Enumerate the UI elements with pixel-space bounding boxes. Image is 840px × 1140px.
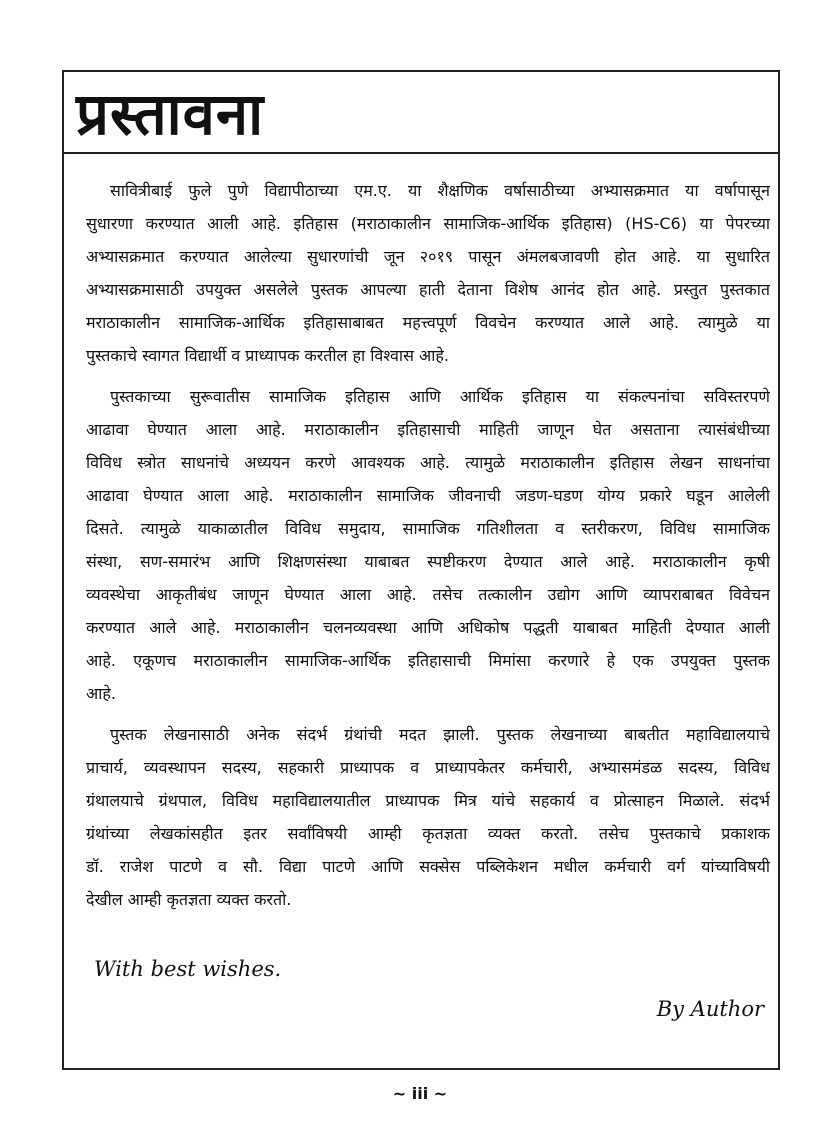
text-line: आहे. एकूणच मराठाकालीन सामाजिक-आर्थिक इतिहासाची मिमांसा करणारे हे एक उपयुक्त पुस्तक bbox=[86, 651, 770, 670]
text-line: अभ्यासक्रमात करण्यात आलेल्या सुधारणांची जून २०१९ पासून अंमलबजावणी होत आहे. या सुधारित bbox=[86, 247, 770, 266]
text-line: पुस्तकाच्या सुरूवातीस सामाजिक इतिहास आणि आर्थिक इतिहास या संकल्पनांचा सविस्तरपणे bbox=[110, 387, 770, 406]
closing-text: With best wishes. bbox=[94, 957, 282, 981]
text-line: प्राचार्य, व्यवस्थापन सदस्य, सहकारी प्राध्यापक व प्राध्यापकेतर कर्मचारी, अभ्यासमंडळ सदस्य, विविध bbox=[86, 758, 770, 777]
text-line: आहे. bbox=[86, 684, 116, 703]
text-line: पुस्तकाचे स्वागत विद्यार्थी व प्राध्यापक करतील हा विश्वास आहे. bbox=[86, 346, 449, 365]
text-line: सुधारणा करण्यात आली आहे. इतिहास (मराठाकालीन सामाजिक-आर्थिक इतिहास) (HS-C6) या पेपरच्या bbox=[86, 214, 770, 233]
text-line: ग्रंथालयाचे ग्रंथपाल, विविध महाविद्यालयातील प्राध्यापक मित्र यांचे सहकार्य व प्रोत्साहन मिळाले. संदर्भ bbox=[86, 791, 770, 810]
text-line: मराठाकालीन सामाजिक-आर्थिक इतिहासाबाबत महत्त्वपूर्ण विवचेन करण्यात आले आहे. त्यामुळे या bbox=[86, 313, 770, 332]
signature: By Author bbox=[656, 997, 764, 1021]
text-line: डॉ. राजेश पाटणे व सौ. विद्या पाटणे आणि सक्सेस पब्लिकेशन मधील कर्मचारी वर्ग यांच्याविषयी bbox=[86, 857, 770, 876]
text-line: आढावा घेण्यात आला आहे. मराठाकालीन सामाजिक जीवनाची जडण-घडण योग्य प्रकारे घडून आलेली bbox=[86, 486, 770, 505]
text-line: करण्यात आले आहे. मराठाकालीन चलनव्यवस्था आणि अधिकोष पद्धती याबाबत माहिती देण्यात आली bbox=[86, 618, 770, 637]
text-line: विविध स्त्रोत साधनांचे अध्ययन करणे आवश्यक आहे. त्यामुळे मराठाकालीन इतिहास लेखन साधनांचा bbox=[86, 453, 770, 472]
paragraph bbox=[86, 380, 770, 710]
page-title: प्रस्तावना bbox=[76, 80, 265, 148]
text-line: दिसते. त्यामुळे याकाळातील विविध समुदाय, सामाजिक गतिशीलता व स्तरीकरण, विविध सामाजिक bbox=[86, 519, 770, 538]
title-divider bbox=[64, 152, 778, 154]
text-line: देखील आम्ही कृतज्ञता व्यक्त करतो. bbox=[86, 890, 292, 909]
paragraph bbox=[86, 174, 770, 372]
page-number: ~ iii ~ bbox=[392, 1084, 448, 1103]
text-line: ग्रंथांच्या लेखकांसहीत इतर सर्वांविषयी आम्ही कृतज्ञता व्यक्त करतो. तसेच पुस्तकाचे प्रकाशक bbox=[86, 824, 770, 843]
preface-frame bbox=[62, 70, 780, 1070]
text-line: संस्था, सण-समारंभ आणि शिक्षणसंस्था याबाबत स्पष्टीकरण देण्यात आले आहे. मराठाकालीन कृषी bbox=[86, 552, 770, 571]
text-line: व्यवस्थेचा आकृतीबंध जाणून घेण्यात आला आहे. तसेच तत्कालीन उद्योग आणि व्यापराबाबत विवेचन bbox=[86, 585, 770, 604]
text-line: आढावा घेण्यात आला आहे. मराठाकालीन इतिहासाची माहिती जाणून घेत असताना त्यासंबंधीच्या bbox=[86, 420, 770, 439]
preface-body bbox=[86, 174, 770, 924]
text-line: पुस्तक लेखनासाठी अनेक संदर्भ ग्रंथांची मदत झाली. पुस्तक लेखनाच्या बाबतीत महाविद्यालयाचे bbox=[110, 725, 770, 744]
paragraph bbox=[86, 718, 770, 916]
text-line: अभ्यासक्रमासाठी उपयुक्त असलेले पुस्तक आपल्या हाती देताना विशेष आनंद होत आहे. प्रस्तुत पुस्तकात bbox=[86, 280, 770, 299]
text-line: सावित्रीबाई फुले पुणे विद्यापीठाच्या एम.ए. या शैक्षणिक वर्षासाठीच्या अभ्यासक्रमात या वर्षापासून bbox=[110, 181, 770, 200]
